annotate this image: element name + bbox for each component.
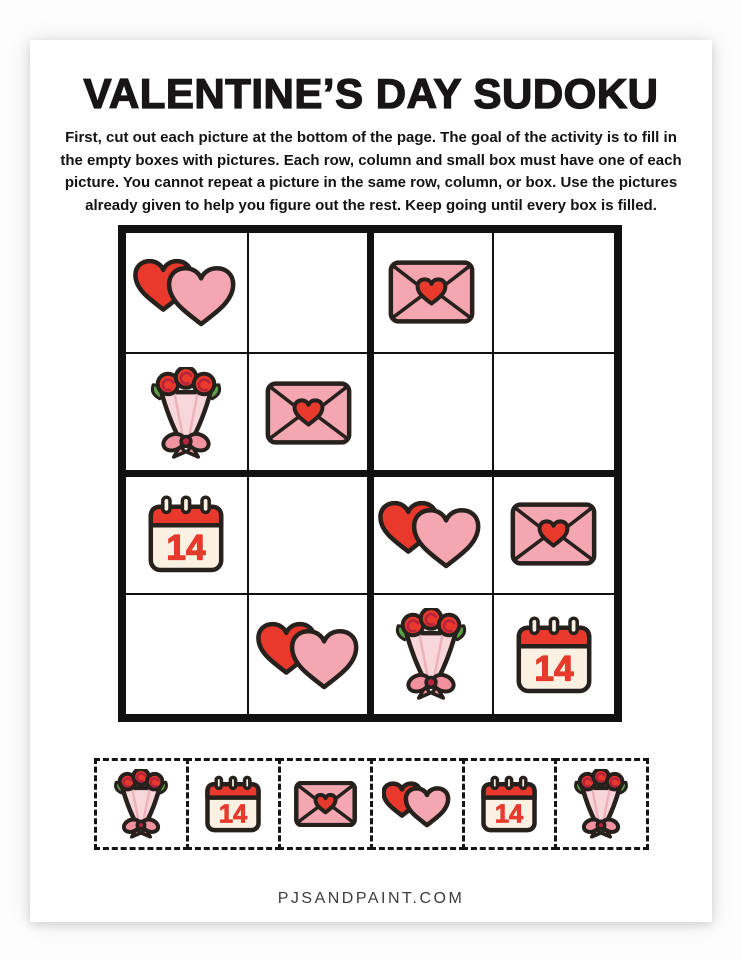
grid-cell-calendar	[493, 594, 616, 715]
hearts-icon	[256, 617, 362, 693]
envelope-icon	[388, 260, 475, 324]
bouquet-icon	[110, 769, 172, 839]
grid-cell-empty	[493, 353, 616, 474]
bouquet-icon	[145, 367, 227, 460]
cutout-piece-hearts	[370, 758, 465, 850]
bouquet-icon	[390, 608, 472, 701]
grid-cell-empty	[248, 474, 371, 595]
grid-cell-empty	[493, 232, 616, 353]
grid-cell-bouquet	[125, 353, 248, 474]
footer-site-url: PJSANDPAINT.COM	[277, 890, 465, 907]
grid-cell-envelope	[248, 353, 371, 474]
calendar-icon	[480, 774, 538, 834]
envelope-icon	[510, 502, 597, 566]
grid-cell-empty	[370, 353, 493, 474]
cutout-piece-calendar	[186, 758, 281, 850]
page-title: VALENTINE’S DAY SUDOKU	[83, 70, 659, 117]
calendar-icon	[146, 493, 226, 575]
instructions-text: First, cut out each picture at the bottom of the page. The goal of the activity is to fill in the empty boxes with pictures. Each row, column and small box must have one of each picture. You cannot repeat a picture in the same row, column, or box. Use the pictures already given to help you figure out the rest. Keep going until every box is filled.	[60, 129, 682, 214]
grid-cell-hearts	[125, 232, 248, 353]
worksheet-page	[30, 40, 712, 922]
calendar-icon	[514, 614, 594, 696]
grid-cell-bouquet	[370, 594, 493, 715]
grid-cell-calendar	[125, 474, 248, 595]
cutout-piece-bouquet	[554, 758, 649, 850]
grid-cell-envelope	[370, 232, 493, 353]
grid-cell-empty	[125, 594, 248, 715]
envelope-icon	[265, 381, 352, 445]
cutout-piece-calendar	[462, 758, 557, 850]
cutout-piece-bouquet	[94, 758, 189, 850]
hearts-icon	[382, 779, 452, 829]
grid-cell-empty	[248, 232, 371, 353]
calendar-icon	[204, 774, 262, 834]
sudoku-grid	[118, 225, 622, 722]
cutout-piece-envelope	[278, 758, 373, 850]
hearts-icon	[133, 254, 239, 330]
bouquet-icon	[570, 769, 632, 839]
hearts-icon	[378, 496, 484, 572]
grid-cell-hearts	[248, 594, 371, 715]
envelope-icon	[294, 781, 357, 827]
grid-cell-envelope	[493, 474, 616, 595]
grid-cell-hearts	[370, 474, 493, 595]
cutout-strip	[30, 758, 712, 850]
